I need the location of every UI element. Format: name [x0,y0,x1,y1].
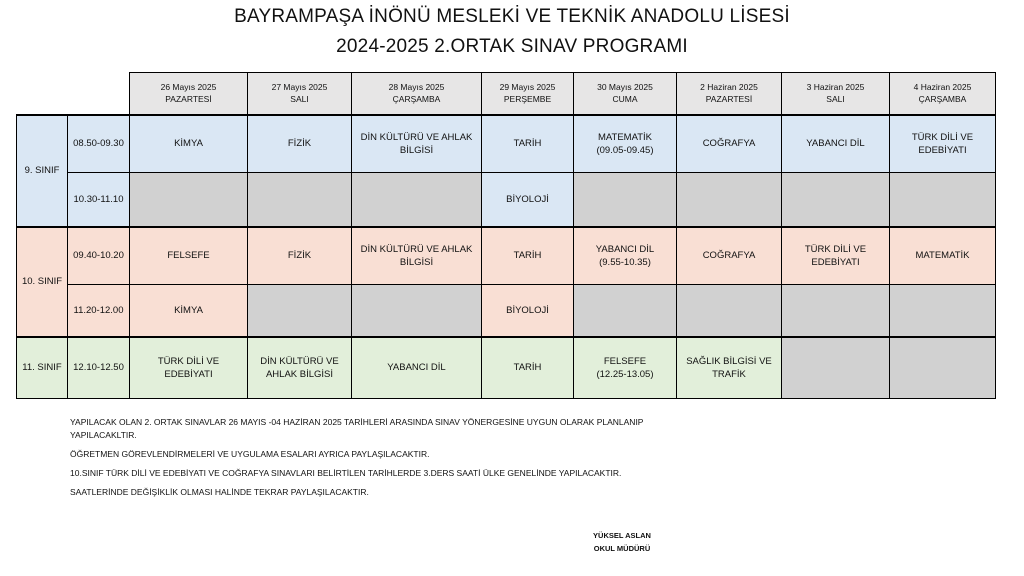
note-4: SAATLERİNDE DEĞİŞİKLİK OLMASI HALİNDE TEKRAR PAYLAŞILACAKTIR. [70,487,369,497]
exam-cell: MATEMATİK [890,227,996,285]
day-header [890,73,996,115]
school-title: BAYRAMPAŞA İNÖNÜ MESLEKİ VE TEKNİK ANADOLU LİSESİ [234,6,790,27]
empty-cell [782,337,890,399]
exam-cell: FİZİK [248,227,352,285]
empty-cell [677,173,782,227]
time-slot: 12.10-12.50 [68,337,130,399]
day-header [248,73,352,115]
day-header [352,73,482,115]
exam-cell: TÜRK DİLİ VE EDEBİYATI [890,115,996,173]
exam-cell: TARİH [482,227,574,285]
empty-cell [782,285,890,337]
day-name: ÇARŞAMBA [918,94,967,105]
exam-cell: KİMYA [130,285,248,337]
grade-label: 10. SINIF [17,227,68,337]
exam-cell: KİMYA [130,115,248,173]
day-name: PAZARTESİ [165,94,212,105]
day-date: 30 Mayıs 2025 [597,82,653,93]
empty-cell [248,173,352,227]
day-date: 28 Mayıs 2025 [388,82,445,93]
signature-name: YÜKSEL ASLAN [593,531,651,540]
time-slot: 09.40-10.20 [68,227,130,285]
exam-cell: YABANCI DİL (9.55-10.35) [574,227,677,285]
exam-cell: BİYOLOJİ [482,173,574,227]
exam-cell: COĞRAFYA [677,227,782,285]
notes-block [70,416,710,505]
empty-cell [782,173,890,227]
exam-cell: YABANCI DİL [352,337,482,399]
exam-cell: COĞRAFYA [677,115,782,173]
note-1: YAPILACAK OLAN 2. ORTAK SINAVLAR 26 MAYIS -04 HAZİRAN 2025 TARİHLERİ ARASINDA SINAV YÖNERGESİNE UYGUN OLARAK PLANLANIP YAPILACAKLTIR. [70,417,644,440]
exam-cell: SAĞLIK BİLGİSİ VE TRAFİK [677,337,782,399]
day-header [482,73,574,115]
exam-cell: DİN KÜLTÜRÜ VE AHLAK BİLGİSİ [248,337,352,399]
empty-cell [574,285,677,337]
day-name: ÇARŞAMBA [392,94,441,105]
empty-cell [248,285,352,337]
exam-cell: DİN KÜLTÜRÜ VE AHLAK BİLGİSİ [352,227,482,285]
exam-cell: TARİH [482,115,574,173]
corner-blank [17,73,130,115]
empty-cell [890,337,996,399]
day-date: 26 Mayıs 2025 [160,82,217,93]
day-name: SALI [290,94,309,105]
time-slot: 11.20-12.00 [68,285,130,337]
exam-cell: TÜRK DİLİ VE EDEBİYATI [782,227,890,285]
day-date: 2 Haziran 2025 [700,82,758,93]
exam-cell: TÜRK DİLİ VE EDEBİYATI [130,337,248,399]
day-name: PAZARTESİ [705,94,753,105]
grade-label: 11. SINIF [17,337,68,399]
empty-cell [130,173,248,227]
empty-cell [352,285,482,337]
day-date: 27 Mayıs 2025 [271,82,328,93]
note-2: ÖĞRETMEN GÖREVLENDİRMELERİ VE UYGULAMA ESALARI AYRICA PAYLAŞILACAKTIR. [70,449,430,459]
exam-cell: MATEMATİK (09.05-09.45) [574,115,677,173]
day-date: 4 Haziran 2025 [913,82,972,93]
signature-role: OKUL MÜDÜRÜ [593,544,651,553]
exam-cell: FELSEFE [130,227,248,285]
note-3: 10.SINIF TÜRK DİLİ VE EDEBİYATI VE COĞRAFYA SINAVLARI BELİRTİLEN TARİHLERDE 3.DERS SAATİ ÜLKE GENELİNDE YAPILACAKTIR. [70,468,622,478]
day-header [574,73,677,115]
day-header [130,73,248,115]
exam-cell: FELSEFE (12.25-13.05) [574,337,677,399]
exam-cell: DİN KÜLTÜRÜ VE AHLAK BİLGİSİ [352,115,482,173]
time-slot: 08.50-09.30 [68,115,130,173]
day-name: CUMA [612,94,638,105]
day-date: 3 Haziran 2025 [806,82,865,93]
day-header [677,73,782,115]
exam-cell: FİZİK [248,115,352,173]
program-title: 2024-2025 2.ORTAK SINAV PROGRAMI [336,36,688,57]
exam-cell: BİYOLOJİ [482,285,574,337]
time-slot: 10.30-11.10 [68,173,130,227]
empty-cell [352,173,482,227]
day-date: 29 Mayıs 2025 [499,82,556,93]
empty-cell [890,285,996,337]
empty-cell [677,285,782,337]
grade-label: 9. SINIF [17,115,68,227]
empty-cell [890,173,996,227]
exam-cell: TARİH [482,337,574,399]
day-header [782,73,890,115]
exam-schedule-table [16,72,996,399]
empty-cell [574,173,677,227]
day-name: SALI [826,94,845,105]
exam-cell: YABANCI DİL [782,115,890,173]
day-name: PERŞEMBE [503,94,552,105]
